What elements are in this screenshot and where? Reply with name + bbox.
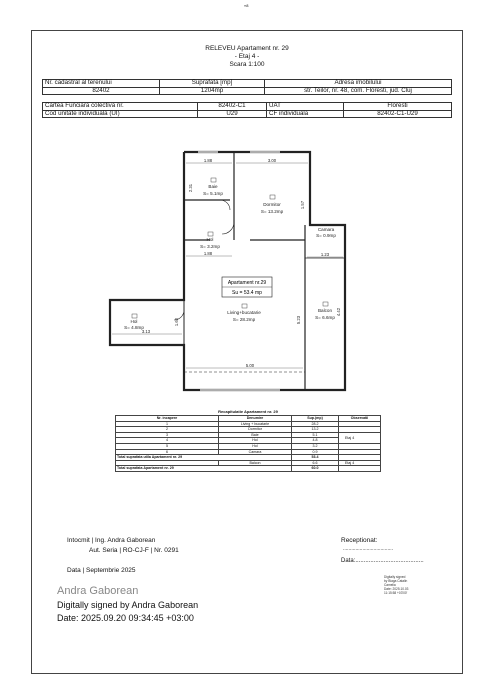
table-cell: Adresa imobilului (265, 80, 452, 88)
recap-title: Recapitulatie Apartament nr. 29 (218, 409, 278, 414)
digital-signature-line: Digitally signed by Andra Gaborean (57, 600, 199, 610)
table-row (116, 466, 381, 472)
table-cell: Total suprafata utila Apartament nr. 29 (116, 455, 292, 461)
room-area-balcon: S= 6.6mp (315, 315, 335, 320)
column-header: Observatii (339, 416, 381, 422)
top-mark: «8 (244, 3, 249, 8)
room-name-camara: Camara (317, 227, 335, 232)
scale-label: Scara 1:100 (229, 61, 265, 68)
dimension-labels (142, 158, 341, 368)
signature-line: Date: 2025.10.03 (384, 587, 409, 591)
floor-label: - Etaj 4 - (234, 53, 260, 60)
signature-line: by Biaga Catalin (384, 579, 408, 583)
table-cell: 6 (116, 449, 219, 455)
dim-label: 5.23 (296, 315, 301, 325)
table-cell: 5.1 (292, 432, 339, 438)
table-row (43, 110, 452, 118)
signature-line: Camelia (384, 583, 396, 587)
table-cell: 4.8 (292, 438, 339, 444)
table-cell: 3.2 (292, 443, 339, 449)
table-cell: 82402-C1-U29 (344, 110, 452, 118)
table-cell (339, 466, 381, 472)
table-cell: Hol (219, 443, 292, 449)
column-header: Denumire (219, 416, 292, 422)
room-area-hol-2: S= 4.8mp (124, 325, 144, 330)
column-header: Nr. incapere (116, 416, 219, 422)
table-cell: CF individuala (267, 110, 344, 118)
table-cell: 53.4 (292, 455, 339, 461)
digital-signature-date: Date: 2025.09.20 09:34:45 +03:00 (57, 613, 194, 623)
table-cell: Suprafata [mp] (160, 80, 265, 88)
room-name-hol-1: Hol (206, 237, 214, 242)
table-row (43, 87, 452, 95)
table-cell: Cod unitate individuala (UI) (43, 110, 198, 118)
dim-label: 1.60 (174, 317, 179, 327)
dim-label: 1.23 (320, 252, 330, 257)
column-header: Sup.(mp) (292, 416, 339, 422)
table-cell: 60.0 (292, 466, 339, 472)
recap-table (115, 415, 381, 472)
apartment-summary-box (222, 277, 272, 297)
table-cell: 28.2 (292, 421, 339, 427)
land-info-table (42, 79, 452, 95)
apartment-box-area: Su = 53.4 mp (232, 290, 262, 296)
signer-name: Andra Gaborean (57, 585, 139, 597)
room-name-baie: Baie (208, 184, 218, 189)
table-row (43, 80, 452, 88)
room-name-dormitor: Dormitor (263, 202, 281, 207)
table-cell: UAT (267, 103, 344, 111)
cadastral-info-table (42, 102, 452, 118)
table-cell: Nr. cadastral al terenului (43, 80, 160, 88)
received-line: .................................... (343, 546, 394, 552)
dim-label: 1.57 (300, 200, 305, 210)
dim-label: 2.31 (188, 183, 193, 193)
table-cell: str. Teilor, nr. 48, com. Floresti, jud. Cluj (265, 87, 452, 95)
signature-line: 11:15:58 +03'00' (384, 591, 408, 595)
table-cell: 1204mp (160, 87, 265, 95)
table-cell: Baie (219, 432, 292, 438)
table-cell: Camara (219, 449, 292, 455)
table-cell: 6.6 (292, 460, 339, 466)
table-cell: 3 (116, 432, 219, 438)
table-cell: Etaj 4 (339, 460, 381, 466)
dim-label: 3.13 (141, 329, 151, 334)
table-cell: Etaj 4 (339, 432, 381, 443)
plan-walls (110, 152, 345, 390)
table-cell: 82402-C1 (198, 103, 267, 111)
dim-label: 1.88 (203, 251, 213, 256)
table-cell: 13.2 (292, 427, 339, 433)
table-cell: U29 (198, 110, 267, 118)
dimension-lines (112, 163, 343, 368)
prepared-by: Intocmit | Ing. Andra Gaborean (67, 537, 156, 544)
table-row (43, 103, 452, 111)
table-cell: 5 (116, 443, 219, 449)
table-cell: 2 (116, 427, 219, 433)
apartment-box-title: Apartament nr.29 (227, 280, 267, 286)
dim-label: 5.00 (245, 363, 255, 368)
room-area-baie: S= 5.1mp (203, 191, 223, 196)
authorization-number: Aut. Seria | RO-CJ-F | Nr. 0291 (89, 547, 179, 554)
received-date: Data:......................................... (341, 558, 424, 564)
table-cell: 1 (116, 421, 219, 427)
dim-label: 3.00 (267, 158, 277, 163)
room-area-living: S= 28.2mp (232, 317, 256, 322)
room-name-hol-2: Hol (130, 319, 138, 324)
table-cell: Balcon (219, 460, 292, 466)
dim-label: 4.42 (336, 307, 341, 317)
room-area-dormitor: S= 13.2mp (260, 209, 284, 214)
table-cell: Floresti (344, 103, 452, 111)
signature-line: Digitally signed (384, 575, 406, 579)
table-cell: 4 (116, 438, 219, 444)
table-cell: 82402 (43, 87, 160, 95)
document-date: Data | Septembrie 2025 (67, 567, 136, 574)
table-cell: Living + bucatarie (219, 421, 292, 427)
room-name-balcon: Balcon (317, 308, 333, 313)
table-cell: Total suprafata Apartament nr. 29 (116, 466, 292, 472)
room-area-hol-1: S= 3.2mp (200, 244, 220, 249)
reviewer-digital-signature (384, 575, 408, 595)
room-area-camara: S= 0.9mp (316, 233, 336, 238)
floor-plan (100, 140, 360, 400)
document-title: RELEVEU Apartament nr. 29 (205, 45, 289, 52)
dim-label: 1.88 (203, 158, 213, 163)
table-cell: Cartea Funciara colectiva nr. (43, 103, 198, 111)
table-cell: 0.9 (292, 449, 339, 455)
received-label: Receptionat: (341, 537, 378, 544)
table-cell: Dormitor (219, 427, 292, 433)
table-cell: Hol (219, 438, 292, 444)
room-name-living: Living+bucatarie (227, 310, 261, 315)
